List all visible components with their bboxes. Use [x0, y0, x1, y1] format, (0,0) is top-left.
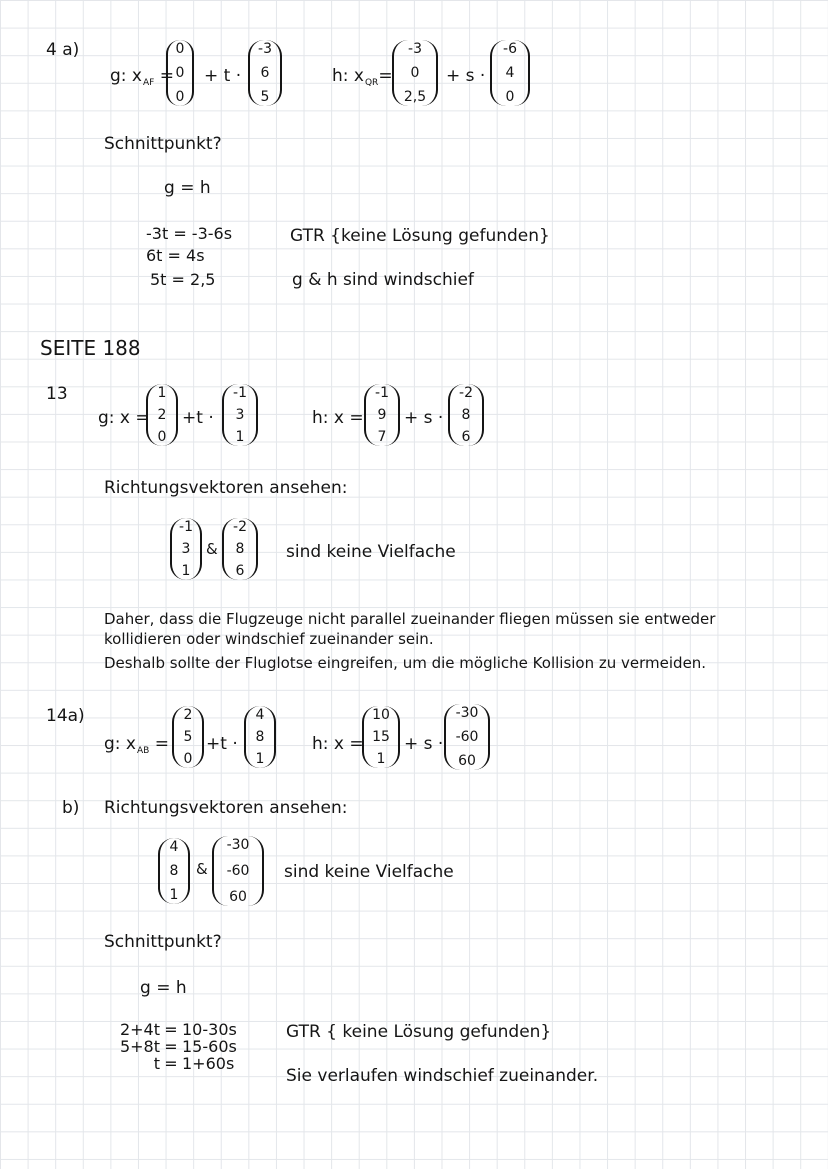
equation-system — [100, 1022, 237, 1073]
task-4a-label: 4 a) — [46, 40, 80, 60]
g-label: g: x — [110, 66, 142, 86]
g-support-vector: 0 0 0 — [166, 40, 194, 106]
plus-s: + s · — [404, 408, 444, 428]
plus-s: + s · — [446, 66, 486, 86]
ampersand: & — [206, 540, 218, 558]
line-h-prefix — [332, 66, 393, 88]
g-subscript: AF — [142, 78, 155, 88]
g-equals-h: g = h — [140, 978, 187, 998]
h-support-vector: -1 9 7 — [364, 384, 400, 446]
g-label: g: x = — [98, 408, 150, 428]
h-support-vector: -3 0 2,5 — [392, 40, 438, 106]
plus-t: +t · — [206, 734, 238, 754]
g-support-vector: 2 5 0 — [172, 706, 204, 768]
page-heading: SEITE 188 — [40, 336, 141, 360]
plus-t: + t · — [204, 66, 242, 86]
plus-s: + s · — [404, 734, 444, 754]
equation-row-1: 2+4t = 10-30s — [119, 1020, 237, 1039]
windschief-result: Sie verlaufen windschief zueinander. — [286, 1066, 599, 1086]
task-13-label: 13 — [46, 384, 68, 404]
h-support-vector: 10 15 1 — [362, 706, 400, 768]
line-g-prefix — [110, 66, 174, 88]
g-support-vector: 1 2 0 — [146, 384, 178, 446]
g-direction-vector: -3 6 5 — [248, 40, 282, 106]
keine-vielfache-text: sind keine Vielfache — [286, 542, 456, 562]
g-label: g: $x_{AB}$ = — [104, 734, 169, 756]
explanation-line-1: Daher, dass die Flugzeuge nicht parallel zueinander fliegen müssen sie entweder — [104, 610, 716, 628]
equals-sign: = — [159, 66, 174, 86]
explanation-line-2: kollidieren oder windschief zueinander sein. — [104, 630, 434, 648]
equation-row-3: t = 1+60s — [153, 1054, 235, 1073]
g-direction-vector: -1 3 1 — [222, 384, 258, 446]
task-14a-label: 14a) — [46, 706, 85, 726]
h-direction-vector: -30 -60 60 — [444, 704, 490, 770]
richtungsvektoren-heading: Richtungsvektoren ansehen: — [104, 798, 348, 818]
plus-t: +t · — [182, 408, 214, 428]
h-label: h: x = — [312, 734, 364, 754]
direction-vector-1: 4 8 1 — [158, 838, 190, 904]
equals-sign: = — [378, 66, 393, 86]
windschief-result: g & h sind windschief — [292, 270, 474, 290]
schnittpunkt-heading: Schnittpunkt? — [104, 134, 222, 154]
direction-vector-2: -2 8 6 — [222, 518, 258, 580]
equation-row-2: 5+8t = 15-60s — [119, 1037, 237, 1056]
schnittpunkt-heading: Schnittpunkt? — [104, 932, 222, 952]
keine-vielfache-text: sind keine Vielfache — [284, 862, 454, 882]
explanation-line-3: Deshalb sollte der Fluglotse eingreifen, um die mögliche Kollision zu vermeiden. — [104, 654, 707, 672]
g-equals-h: g = h — [164, 178, 211, 198]
direction-vector-2: -30 -60 60 — [212, 836, 264, 906]
richtungsvektoren-heading: Richtungsvektoren ansehen: — [104, 478, 348, 498]
equation-1: -3t = -3-6s — [146, 224, 233, 243]
ampersand: & — [196, 860, 208, 878]
h-label: h: x = — [312, 408, 364, 428]
direction-vector-1: -1 3 1 — [170, 518, 202, 580]
g-direction-vector: 4 8 1 — [244, 706, 276, 768]
equation-2: 6t = 4s — [146, 246, 205, 265]
h-direction-vector: -2 8 6 — [448, 384, 484, 446]
gtr-result: GTR { keine Lösung gefunden} — [286, 1022, 552, 1042]
equation-3: 5t = 2,5 — [150, 270, 216, 289]
task-14b-label: b) — [62, 798, 80, 818]
h-direction-vector: -6 4 0 — [490, 40, 530, 106]
h-subscript: QR — [364, 78, 379, 88]
gtr-result: GTR {keine Lösung gefunden} — [290, 226, 550, 246]
h-label: h: x — [332, 66, 364, 86]
